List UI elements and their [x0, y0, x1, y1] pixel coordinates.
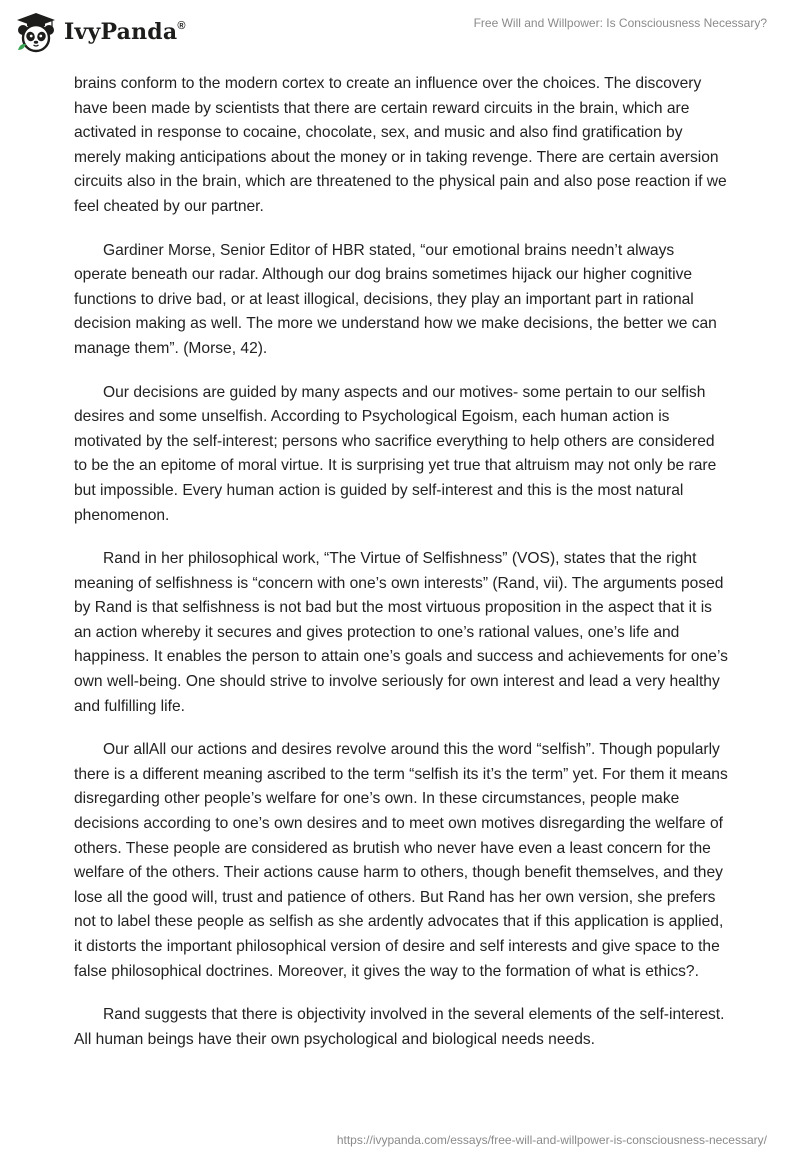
brand-logo[interactable] [14, 10, 186, 54]
brand-name: IvyPanda® [64, 19, 186, 45]
source-url[interactable]: https://ivypanda.com/essays/free-will-and-willpower-is-consciousness-necessary/ [336, 1133, 767, 1147]
essay-body [74, 72, 730, 1071]
panda-graduate-logo-icon [14, 10, 58, 54]
paragraph: Rand suggests that there is objectivity involved in the several elements of the self-interest. All human beings have their own psychological and biological needs needs. [74, 1006, 725, 1048]
paragraph: Our allAll our actions and desires revolve around this the word “selfish”. Though popularly there is a different meaning ascribed to the term “selfish its it’s the term” yet. For them it means disregarding other people’s welfare for one’s own. In these circumstances, people make decisions according to one’s own desires and to meet own motives disregarding the welfare of others. These people are considered as brutish who never have even a least concern for the welfare of the others. Their actions cause harm to others, though benefit themselves, and they lose all the good will, trust and patience of others. But Rand has her own version, she prefers not to label these people as selfish as she ardently advocates that if this application is applied, it distorts the important philosophical version of desire and self interests and give space to the false philosophical doctrines. Moreover, it gives the way to the formation of what is ethics?. [74, 741, 728, 980]
paragraph: Rand in her philosophical work, “The Virtue of Selfishness” (VOS), states that the right meaning of selfishness is “concern with one’s own interests” (Rand, vii). The arguments posed by Rand is that selfishness is not bad but the most virtuous proposition in the aspect that it is an action whereby it secures and gives protection to one’s rational values, one’s life and happiness. It enables the person to attain one’s goals and success and achievements for one’s own well-being. One should strive to involve seriously for own interest and lead a very healthy and fulfilling life. [74, 550, 728, 715]
paragraph: Gardiner Morse, Senior Editor of HBR stated, “our emotional brains needn’t always operate beneath our radar. Although our dog brains sometimes hijack our higher cognitive functions to drive bad, or at least illogical, decisions, they play an important part in rational decision making as well. The more we understand how we make decisions, the better we can manage them”. (Morse, 42). [74, 241, 717, 357]
paragraph: brains conform to the modern cortex to create an influence over the choices. The discovery have been made by scientists that there are certain reward circuits in the brain, which are activated in response to cocaine, chocolate, sex, and music and also find gratification by merely making anticipations about the money or in taking revenge. There are certain aversion circuits also in the brain, which are threatened to the physical pain and also pose reaction if we feel cheated by our partner. [74, 75, 727, 215]
page-header [0, 0, 800, 60]
paragraph: Our decisions are guided by many aspects and our motives- some pertain to our selfish desires and some unselfish. According to Psychological Egoism, each human action is motivated by the self-interest; persons who sacrifice everything to help others are considered to be the an epitome of moral virtue. It is surprising yet true that altruism may not only be rare but impossible. Every human action is guided by self-interest and this is the most natural phenomenon. [74, 383, 717, 524]
registered-mark: ® [177, 19, 186, 32]
document-title: Free Will and Willpower: Is Consciousness Necessary? [473, 16, 767, 30]
